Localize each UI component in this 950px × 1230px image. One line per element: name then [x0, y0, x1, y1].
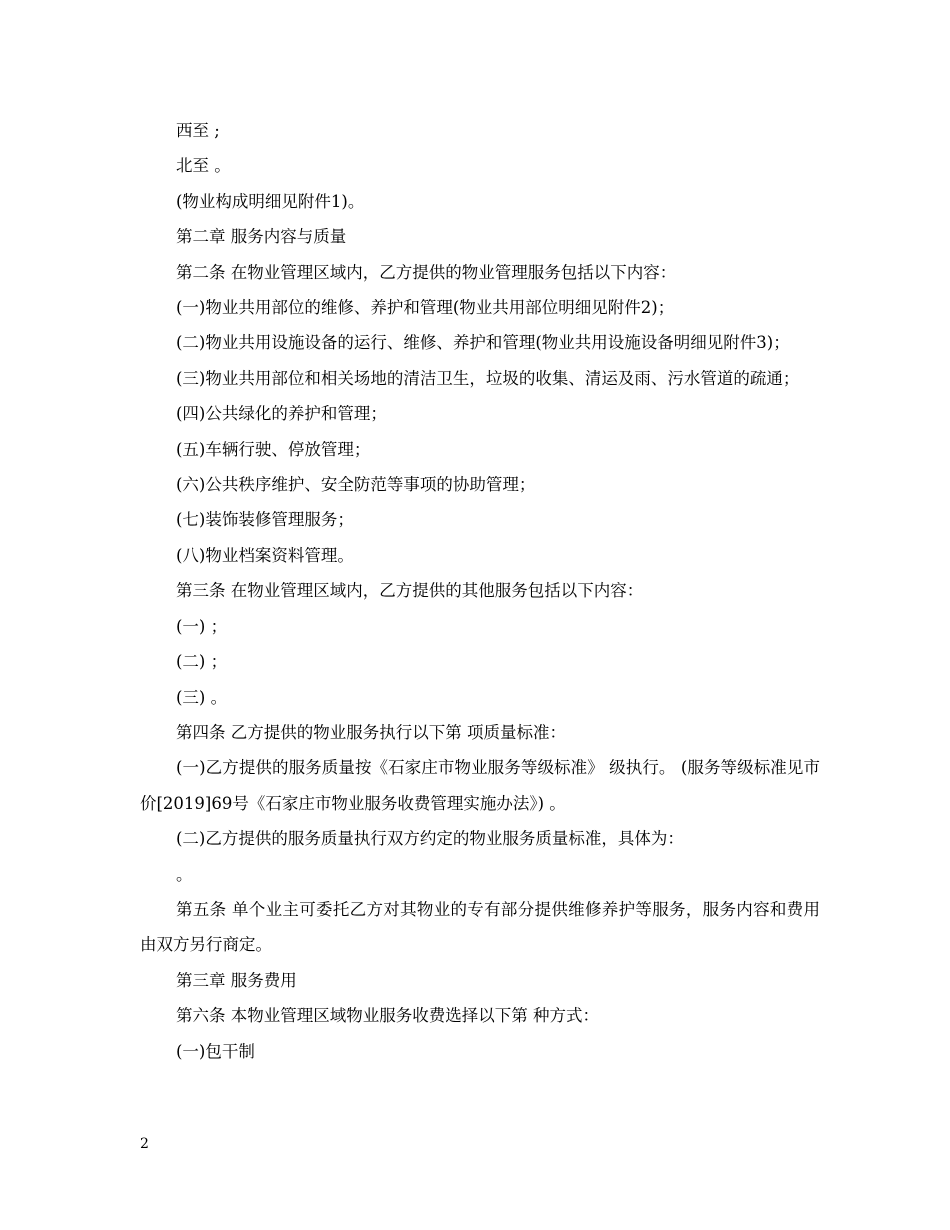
article-4-intro: 第四条 乙方提供的物业服务执行以下第 项质量标准： — [176, 722, 566, 742]
chapter-heading-service-content: 第二章 服务内容与质量 — [176, 227, 347, 247]
article-2-item-5: (五)车辆行驶、停放管理； — [176, 439, 371, 459]
article-3-intro: 第三条 在物业管理区域内，乙方提供的其他服务包括以下内容： — [176, 581, 644, 601]
article-4-item-2: (二)乙方提供的服务质量执行双方约定的物业服务质量标准，具体为： — [176, 829, 684, 849]
article-2-item-8: (八)物业档案资料管理。 — [176, 545, 354, 565]
page-number: 2 — [140, 1136, 149, 1152]
article-2-item-4: (四)公共绿化的养护和管理； — [176, 404, 387, 424]
article-6-item-1: (一)包干制 — [176, 1041, 255, 1061]
document-body — [140, 113, 820, 1069]
article-2-item-7: (七)装饰装修管理服务； — [176, 510, 354, 530]
article-5: 第五条 单个业主可委托乙方对其物业的专有部分提供维修养护等服务，服务内容和费用由双方另行商定。 — [140, 899, 820, 955]
article-3-item-2: (二) ； — [176, 652, 228, 672]
paragraph-north-boundary: 北至 。 — [176, 156, 231, 176]
article-2-item-1: (一)物业共用部位的维修、养护和管理(物业共用部位明细见附件2)； — [176, 298, 675, 318]
chapter-heading-service-fees: 第三章 服务费用 — [176, 970, 297, 990]
article-6-intro: 第六条 本物业管理区域物业服务收费选择以下第 种方式： — [176, 1006, 599, 1026]
article-2-item-6: (六)公共秩序维护、安全防范等事项的协助管理； — [176, 475, 536, 495]
article-3-item-1: (一) ； — [176, 616, 228, 636]
document-page — [140, 0, 820, 1230]
article-3-item-3: (三) 。 — [176, 687, 228, 707]
article-2-item-3: (三)物业共用部位和相关场地的清洁卫生，垃圾的收集、清运及雨、污水管道的疏通； — [176, 368, 800, 388]
article-2-intro: 第二条 在物业管理区域内，乙方提供的物业管理服务包括以下内容： — [176, 262, 677, 282]
article-2-item-2: (二)物业共用设施设备的运行、维修、养护和管理(物业共用设施设备明细见附件3)； — [176, 333, 790, 353]
article-4-item-1: (一)乙方提供的服务质量按《石家庄市物业服务等级标准》 级执行。 (服务等级标准见市价[2019]69号《石家庄市物业服务收费管理实施办法》) 。 — [140, 758, 820, 813]
paragraph-property-composition-note: (物业构成明细见附件1)。 — [176, 191, 365, 211]
article-4-item-2-blank: 。 — [176, 864, 193, 884]
paragraph-west-boundary: 西至 ; — [176, 121, 220, 140]
